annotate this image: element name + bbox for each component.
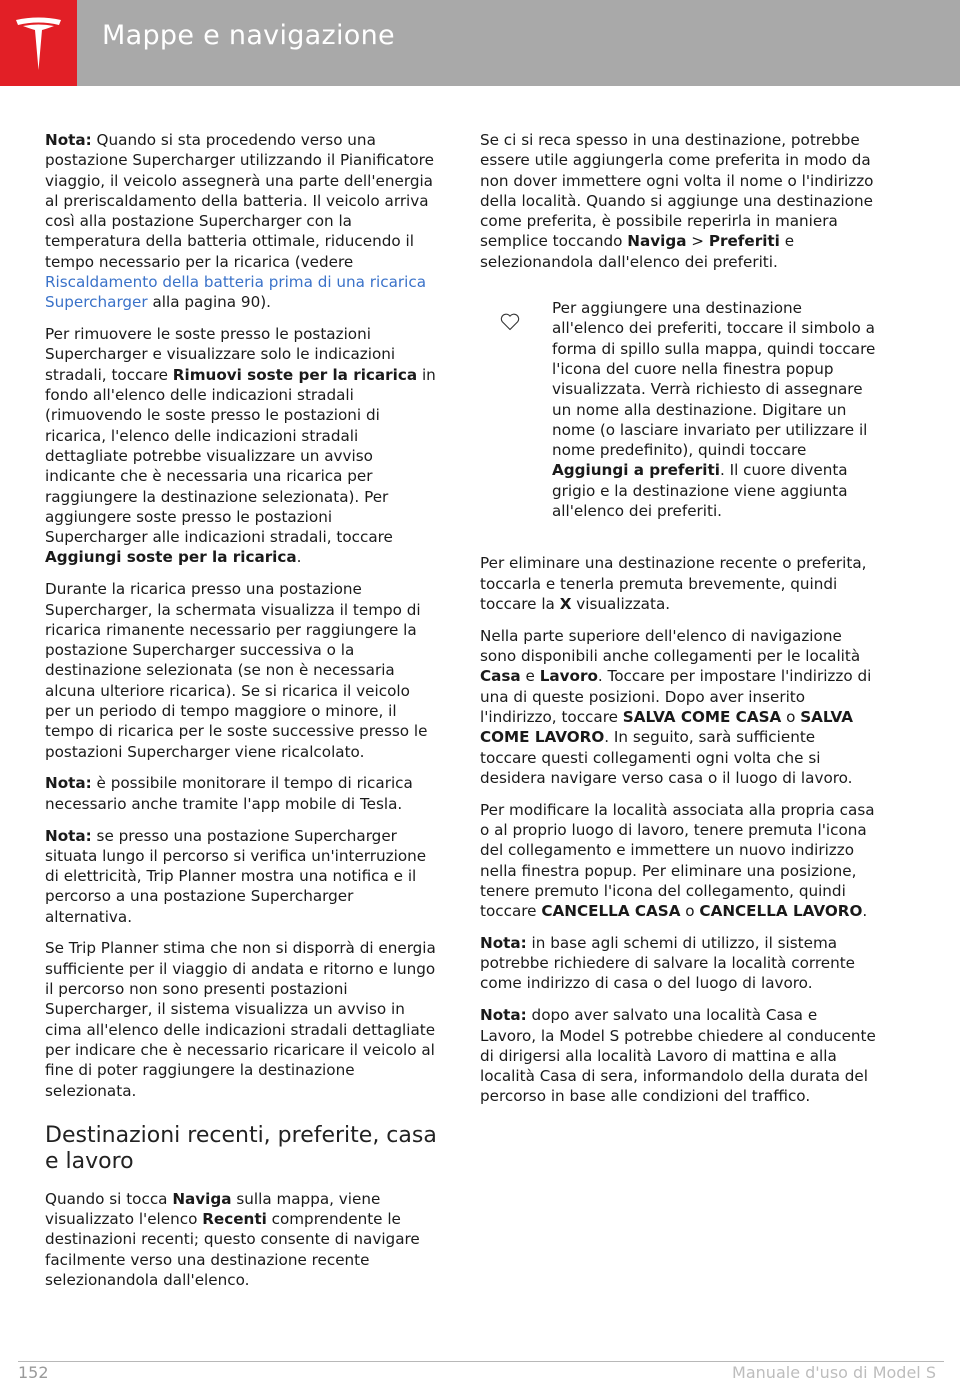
note-paragraph: Nota: Quando si sta procedendo verso una postazione Supercharger utilizzando il Pianificatore viaggio, il veicolo assegnerà una parte dell'energia al preriscaldamento della batteria. Il veicolo arriva così alla postazione Supercharger con la temperatura della batteria ottimale, riducendo il tempo necessario per la ricarica (vedere Riscaldamento della batteria prima di una ricarica Supercharger alla pagina 90). [45,131,434,312]
recent-paragraph: Quando si tocca Naviga sulla mappa, viene visualizzato l'elenco Recenti comprendente le destinazioni recenti; questo consente di navigare facilmente verso una destinazione recente selezionandola dall'elenco. [45,1189,420,1290]
left-column [45,130,437,1302]
tesla-logo-icon [14,16,63,72]
page-header [0,0,960,86]
remove-stops-paragraph: Per rimuovere le soste presso le postazioni Supercharger e visualizzare solo le indicazioni stradali, toccare Rimuovi soste per la ricarica in fondo all'elenco delle indicazioni stradali (rimuovendo le soste presso le postazioni di ricarica, l'elenco delle indicazioni stradali dettagliate potrebbe visualizzare un avviso indicante che è necessaria una ricarica per raggiungere la destinazione selezionata). Per aggiungere soste presso le postazioni Supercharger alle indicazioni stradali, toccare Aggiungi soste per la ricarica. [45,325,436,567]
section-heading: Destinazioni recenti, preferite, casa e lavoro [45,1122,437,1174]
charging-time-paragraph: Durante la ricarica presso una postazione Supercharger, la schermata visualizza il tempo di ricarica rimanente necessario per raggiungere la postazione Supercharger successiva o la destinazione selezionata (se non è necessaria alcuna ulteriore ricarica). Se si ricarica il veicolo per un periodo di tempo maggiore o minore, il tempo di ricarica per le soste successive presso le postazioni Supercharger viene ricalcolato. [45,580,428,761]
page-number: 152 [18,1363,49,1382]
modify-location-paragraph: Per modificare la località associata alla propria casa o al proprio luogo di lavoro, tenere premuta l'icona del collegamento e immettere un nuovo indirizzo nella finestra popup. Per eliminare una posizione, tenere premuto l'icona del collegamento, quindi toccare CANCELLA CASA o CANCELLA LAVORO. [480,800,875,921]
manual-title: Manuale d'uso di Model S [732,1363,936,1382]
delete-destination-paragraph: Per eliminare una destinazione recente o preferita, toccarla e tenerla premuta brevemente, quindi toccare la X visualizzata. [480,554,867,613]
right-column [480,130,876,1118]
home-work-paragraph: Nella parte superiore dell'elenco di navigazione sono disponibili anche collegamenti per le località Casa e Lavoro. Toccare per impostare l'indirizzo di una di queste posizioni. Dopo aver inserito l'indirizzo, toccare SALVA COME CASA o SALVA COME LAVORO. In seguito, sarà sufficiente toccare questi collegamenti ogni volta che si desidera navigare verso casa o il luogo di lavoro. [480,626,872,787]
note-paragraph: Nota: è possibile monitorare il tempo di ricarica necessario anche tramite l'app mobile di Tesla. [45,774,413,813]
note-paragraph: Nota: dopo aver salvato una località Casa e Lavoro, la Model S potrebbe chiedere al conducente di dirigersi alla località Lavoro di mattina e alla località Casa di sera, informandolo della durata del percorso in base alle condizioni del traffico. [480,1006,876,1106]
heart-icon [500,313,520,331]
page-title: Mappe e navigazione [102,20,395,51]
tesla-logo [0,0,77,86]
note-paragraph: Nota: se presso una postazione Supercharger situata lungo il percorso si verifica un'interruzione di elettricità, Trip Planner mostra una notifica e il percorso a una postazione Supercharger alternativa. [45,826,427,926]
add-favorite-block [480,298,876,521]
trip-planner-paragraph: Se Trip Planner stima che non si disporrà di energia sufficiente per il viaggio di andata e ritorno e lungo il percorso non sono presenti postazioni Supercharger, il sistema visualizza un avviso in cima all'elenco delle indicazioni stradali dettagliate per indicare che è necessario ricaricare il veicolo al fine di poter raggiungere la destinazione selezionata. [45,939,436,1100]
favorites-paragraph: Se ci si reca spesso in una destinazione, potrebbe essere utile aggiungerla come preferita in modo da non dover immettere ogni volta il nome o l'indirizzo della località. Quando si aggiunge una destinazione come preferita, è possibile reperirla in maniera semplice toccando Naviga > Preferiti e selezionandola dall'elenco dei preferiti. [480,131,874,271]
preheat-link[interactable]: Riscaldamento della batteria prima di una ricarica Supercharger [45,273,427,312]
note-paragraph: Nota: in base agli schemi di utilizzo, il sistema potrebbe richiedere di salvare la località corrente come indirizzo di casa o del luogo di lavoro. [480,933,856,993]
add-favorite-text: Per aggiungere una destinazione all'elenco dei preferiti, toccare il simbolo a forma di spillo sulla mappa, quindi toccare l'icona del cuore nella finestra popup visualizzata. Verrà richiesto di assegnare un nome alla destinazione. Digitare un nome (o lasciare invariato per utilizzare il nome predefinito), quindi toccare Aggiungi a preferiti. Il cuore diventa grigio e la destinazione viene aggiunta all'elenco dei preferiti. [552,299,876,521]
footer-divider [18,1361,944,1362]
